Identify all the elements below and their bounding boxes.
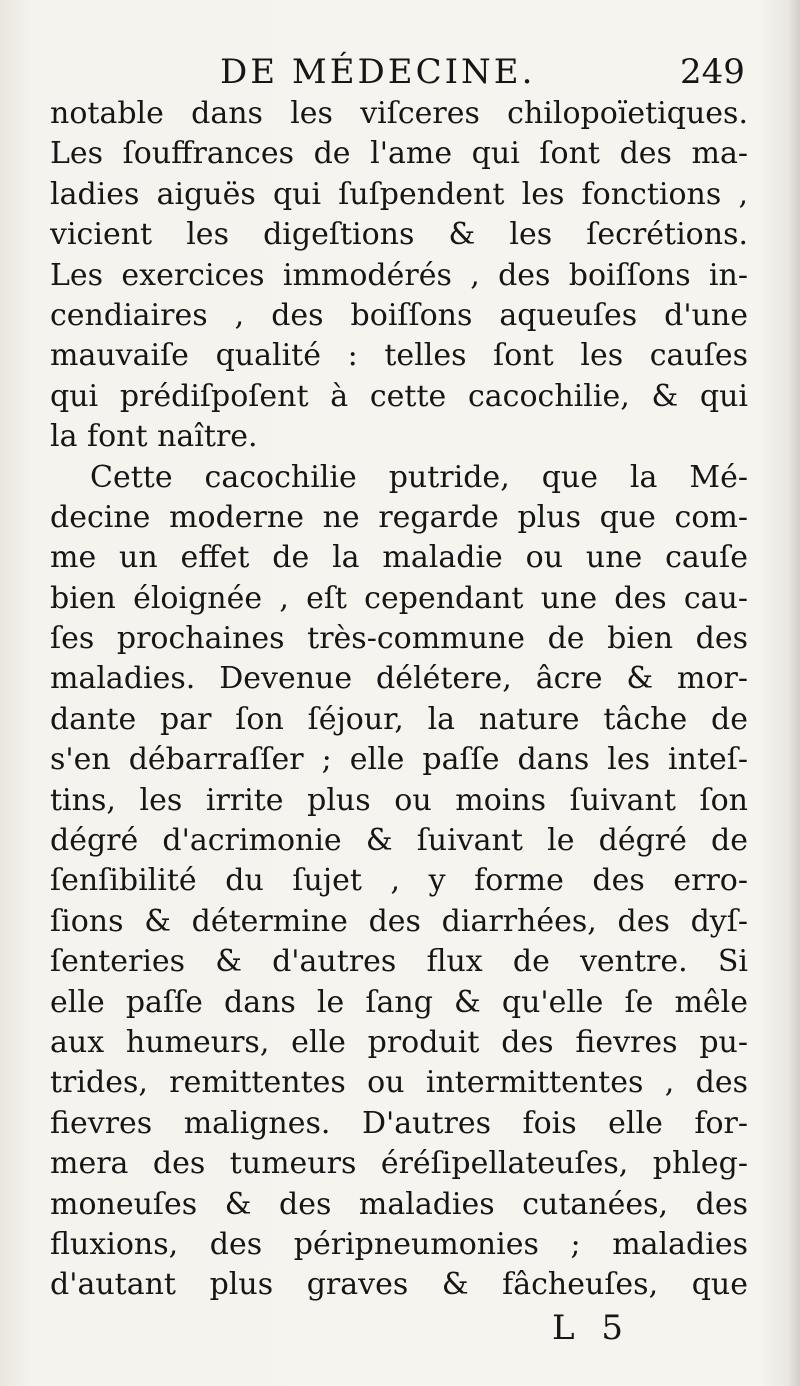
text-line: trides, remittentes ou intermittentes , des xyxy=(50,1065,748,1101)
text-line: ſions & détermine des diarrhées, des dyſ- xyxy=(50,903,748,939)
text-line: la font naître. xyxy=(50,419,258,455)
text-line: qui prédiſpoſent à cette cacochilie, & qui xyxy=(50,378,748,414)
text-line: notable dans les viſceres chilopoïetiques. xyxy=(50,96,748,131)
text-line: ſenſibilité du ſujet , y forme des erro- xyxy=(50,863,748,899)
body-text xyxy=(50,94,748,1306)
text-line: fievres malignes. D'autres fois elle for- xyxy=(50,1105,748,1141)
text-line: maladies. Devenue délétere, âcre & mor- xyxy=(50,661,748,697)
text-line: aux humeurs, elle produit des fievres pu- xyxy=(50,1024,748,1060)
text-line: Les exercices immodérés , des boiſſons in- xyxy=(50,257,748,293)
text-line: ladies aiguës qui ſuſpendent les fonctions , xyxy=(50,176,748,212)
page-edge-shadow xyxy=(788,0,800,1386)
text-line: dégré d'acrimonie & ſuivant le dégré de xyxy=(50,823,748,859)
page-number: 249 xyxy=(680,52,745,92)
text-line: vicient les digeſtions & les ſecrétions. xyxy=(50,217,748,253)
text-line: d'autant plus graves & fâcheuſes, que xyxy=(50,1267,748,1303)
text-line: mauvaiſe qualité : telles ſont les cauſes xyxy=(50,338,748,374)
text-line: cendiaires , des boiſſons aqueuſes d'une xyxy=(50,297,748,333)
text-line: dante par ſon ſéjour, la nature tâche de xyxy=(50,701,748,737)
text-line: bien éloignée , eſt cependant une des cau- xyxy=(50,580,748,616)
paragraph-start-line: Cette cacochilie putride, que la Mé- xyxy=(90,459,748,495)
text-line: moneuſes & des maladies cutanées, des xyxy=(50,1186,748,1222)
text-line: Les ſouffrances de l'ame qui ſont des ma- xyxy=(50,136,748,172)
signature-mark: L 5 xyxy=(552,1308,632,1348)
running-head: DE MÉDECINE. xyxy=(220,52,536,92)
text-line: tins, les irrite plus ou moins ſuivant ſon xyxy=(50,782,748,818)
text-line: decine moderne ne regarde plus que com- xyxy=(50,499,748,535)
text-line: ſes prochaines très-commune de bien des xyxy=(50,621,748,657)
text-line: ſenteries & d'autres flux de ventre. Si xyxy=(50,944,748,980)
text-line: me un effet de la maladie ou une cauſe xyxy=(50,540,748,576)
text-line: fluxions, des péripneumonies ; maladies xyxy=(50,1226,748,1262)
text-line: s'en débarraſſer ; elle paſſe dans les inteſ- xyxy=(50,742,748,778)
text-line: elle paſſe dans le ſang & qu'elle ſe mêle xyxy=(50,984,748,1020)
text-line: mera des tumeurs éréſipellateuſes, phleg- xyxy=(50,1146,748,1182)
